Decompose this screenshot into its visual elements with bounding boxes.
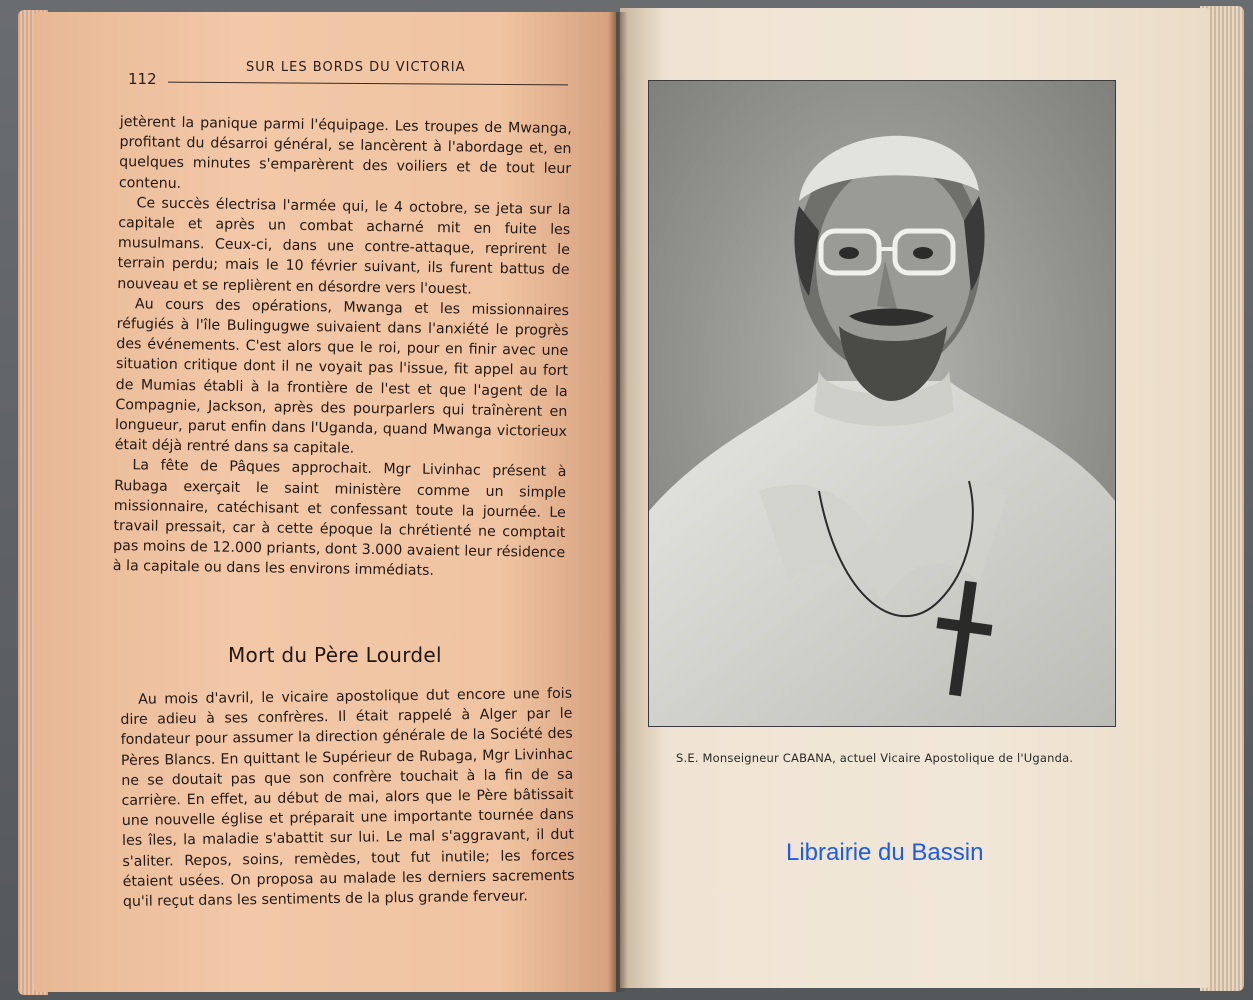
running-head (128, 60, 568, 90)
paragraph: La fête de Pâques approchait. Mgr Livinhac présent à Rubaga exerçait le saint ministère comme un simple missionnaire, catéchisant et confessant toute la journée. Le travail pressait, car à cette époque la chrétienté ne comptait pas moins de 12.000 priants, dont 3.000 avaient leur résidence à la capitale ou dans les environs immédiats. (112, 457, 567, 580)
section-title: Mort du Père Lourdel (228, 643, 442, 667)
portrait-photo (648, 80, 1116, 727)
book-gutter (608, 12, 628, 992)
paragraph: Au mois d'avril, le vicaire apostolique dut encore une fois dire adieu à ses confrères. Il était rappelé à Alger par le fondateur pour assumer la direction générale de la Société des Pères Blancs. En quittant le Supérieur de Rubaga, Mgr Livinhac ne se doutait pas que son confrère touchait à la fin de sa carrière. En effet, au début de mai, alors que le Père bâtissait une nouvelle église et préparait une importante tournée dans les îles, la maladie s'abattit sur lui. Le mal s'aggravant, il dut s'aliter. Repos, soins, remèdes, tout fut inutile; les forces étaient usées. On proposa au malade les derniers sacrements qu'il reçut dans les sentiments de la plus grande ferveur. (120, 685, 575, 911)
page-number: 112 (128, 70, 157, 88)
header-rule (168, 82, 568, 86)
paragraph: Au cours des opérations, Mwanga et les missionnaires réfugiés à l'île Bulingugwe suivaient dans l'anxiété le progrès des événements. C'est alors que le roi, pour en finir avec une situation critique dont il ne voyait pas l'issue, fit appel au fort de Mumias établi à la frontière de l'est et que l'agent de la Compagnie, Jackson, après des pourparlers qui traînèrent en longueur, parut enfin dans l'Uganda, quand Mwanga victorieux était déjà rentré dans sa capitale. (114, 296, 570, 457)
seller-watermark: Librairie du Bassin (786, 839, 984, 866)
portrait-illustration (649, 81, 1115, 726)
running-title: SUR LES BORDS DU VICTORIA (246, 60, 466, 75)
paragraph: Ce succès électrisa l'armée qui, le 4 octobre, se jeta sur la capitale et après un combat acharné mit en fuite les musulmans. Ceux-ci, dans une contre-attaque, reprirent le terrain perdu; mais le 10 février suivant, ils furent battus de nouveau et se replièrent en désordre vers l'ouest. (117, 195, 571, 298)
body-text-bottom (120, 684, 575, 913)
photo-caption: S.E. Monseigneur CABANA, actuel Vicaire Apostolique de l'Uganda. (676, 751, 1074, 765)
body-text-top (113, 112, 572, 584)
paragraph: jetèrent la panique parmi l'équipage. Les troupes de Mwanga, profitant du désarroi général, se lancèrent à l'abordage et, en quelques minutes s'emparèrent des voiliers et de tout leur contenu. (118, 113, 572, 192)
